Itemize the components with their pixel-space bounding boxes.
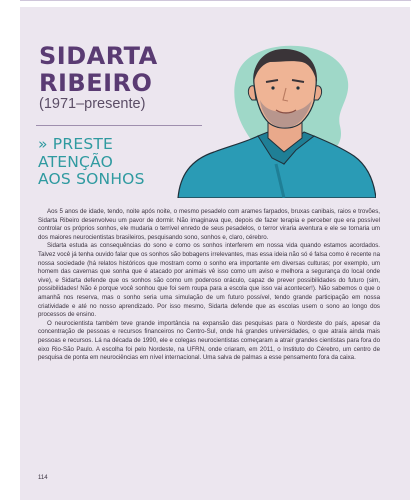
page-number: 114 [38, 475, 48, 481]
page-top-edge [20, 0, 411, 1]
headline-line2: ATENÇÃO [38, 152, 114, 171]
headline-line3: AOS SONHOS [38, 170, 145, 188]
scientist-name [39, 43, 158, 97]
paragraph-3: O neurocientista também teve grande importância na expansão das pesquisas para o Nordeste do país, apesar da concentração de pessoas e recursos financeiros no Centro-Sul, onde há grandes universidades, o que atraía ainda mais pessoas e recursos. Lá na década de 1990, ele e colegas neurocientistas começaram a atrair grandes cientistas para fora do eixo Rio-São Paulo. A escolha foi pelo Nordeste, na UFRN, onde criaram, em 2011, o Instituto do Cérebro, um centro de pesquisa de ponta em neurociências em nível internacional. Uma salva de palmas a esse pensamento fora da caixa. [38, 319, 380, 362]
life-years: (1971–presente) [39, 96, 146, 112]
chapter-headline [38, 136, 145, 189]
body-text [38, 208, 380, 363]
headline-line1: » PRESTE [38, 135, 114, 153]
paragraph-1: Aos 5 anos de idade, tendo, noite após noite, o mesmo pesadelo com aramеs farpados, bruxas canibais, raios e trovões, Sidarta Ribeiro desenvolveu um pavor de dormir. Não imaginava que, depois de fazer terapia e perceber que era possível controlar os próprios sonhos, ele mudaria o terrível enredo de seus pesadelos, o terror viraria aventura e ele se tornaria um dos maiores neurocientistas brasileiros, pesquisando sono, sonhos e, claro, cérebro. [38, 208, 380, 241]
scientist-name-line1: SIDARTA [39, 42, 158, 70]
portrait-illustration [176, 38, 376, 198]
paragraph-2: Sidarta estuda as consequências do sono e como os sonhos interferem em nossa vida quando estamos acordados. Talvez você já tenha ouvido falar que os sonhos são bobagens irrelevantes, mas essa ideia não só é falsa como é recente na nossa sociedade (há relatos históricos que mostram como o sonho era importante em diversas culturas; por exemplo, um homem das cavernas que sonha que é atacado por animais vê isso como um aviso e melhora a segurança do local onde vive), e Sidarta defende que os sonhos são como um poderoso oráculo, capaz de prever possibilidades do futuro (sim, possibilidades! Não é porque você sonhou que foi sem roupa para a escola que isso vai acontecer!). Não sabemos o que o amanhã nos reserva, mas o sonho seria uma simulação de um futuro possível, tendo grande participação em nossa criatividade e até no nosso aprendizado. Por isso mesmo, Sidarta defende que as escolas usem o sono ao longo dos processos de ensino. [38, 242, 380, 319]
scientist-name-line2: RIBEIRO [39, 69, 153, 97]
